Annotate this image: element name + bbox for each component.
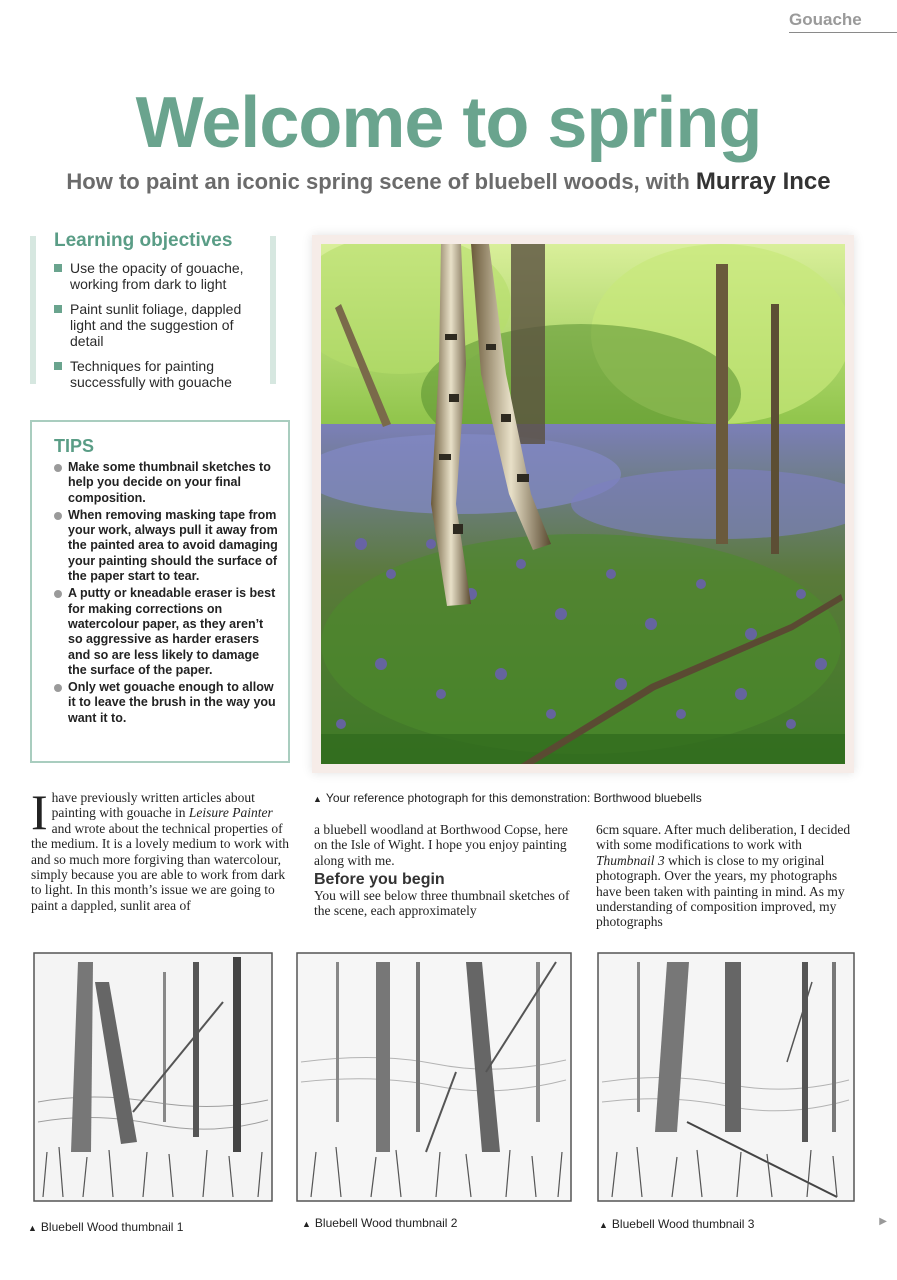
section-label: Gouache xyxy=(789,6,897,33)
square-bullet-icon xyxy=(54,264,62,272)
tip-item xyxy=(54,460,280,506)
thumbnail-sketch-2 xyxy=(296,952,572,1202)
drop-cap: I xyxy=(31,784,48,840)
body-text-2b: You will see below three thumbnail sketches of the scene, each approximately xyxy=(314,887,570,919)
thumbnail-caption-text: Bluebell Wood thumbnail 2 xyxy=(314,1216,458,1230)
dot-bullet-icon xyxy=(54,464,62,472)
body-text-2a: a bluebell woodland at Borthwood Copse, here on the Isle of Wight. I hope you enjoy painting along with me. xyxy=(314,822,568,868)
tip-item xyxy=(54,586,280,678)
body-column-2 xyxy=(314,822,576,918)
square-bullet-icon xyxy=(54,305,62,313)
thumbnail-caption-text: Bluebell Wood thumbnail 1 xyxy=(40,1220,184,1234)
dot-bullet-icon xyxy=(54,512,62,520)
tips-box xyxy=(30,420,290,763)
objectives-heading: Learning objectives xyxy=(54,230,233,251)
tip-text: Make some thumbnail sketches to help you decide on your final composition. xyxy=(68,460,271,505)
square-bullet-icon xyxy=(54,362,62,370)
objective-item xyxy=(54,358,254,390)
page-title: Welcome to spring xyxy=(135,83,762,163)
thumbnail-caption-text: Bluebell Wood thumbnail 3 xyxy=(611,1217,755,1231)
magazine-name: Leisure Painter xyxy=(188,805,273,821)
tips-list xyxy=(54,460,280,728)
objective-item xyxy=(54,301,254,349)
tip-item xyxy=(54,680,280,726)
objectives-right-bar xyxy=(270,236,276,384)
dot-bullet-icon xyxy=(54,684,62,692)
tip-text: When removing masking tape from your work, always pull it away from the painted area to avoid damaging your painting should the surface of the paper start to tear. xyxy=(68,507,278,584)
objective-item xyxy=(54,260,254,292)
thumbnail-sketch-3 xyxy=(597,952,855,1202)
tip-text: A putty or kneadable eraser is best for making corrections on watercolour paper, as they aren’t so aggressive as harder erasers and so are less likely to damage the surface of the paper. xyxy=(68,586,276,677)
objective-text: Use the opacity of gouache, working from dark to light xyxy=(70,260,244,292)
body-column-1 xyxy=(31,784,289,913)
reference-photo xyxy=(321,244,845,764)
triangle-up-icon: ▲ xyxy=(599,1220,608,1230)
tip-item xyxy=(54,508,280,584)
learning-objectives-box xyxy=(30,230,276,390)
triangle-up-icon: ▲ xyxy=(28,1223,37,1233)
page-subtitle xyxy=(0,168,897,196)
objective-text: Techniques for painting successfully with gouache xyxy=(70,358,232,390)
next-page-icon[interactable]: ▶ xyxy=(879,1216,887,1227)
thumbnail-caption-1 xyxy=(28,1220,183,1234)
tip-text: Only wet gouache enough to allow it to leave the brush in the way you want it to. xyxy=(68,680,276,725)
photo-caption-text: Your reference photograph for this demonstration: Borthwood bluebells xyxy=(325,791,702,805)
before-you-begin-heading: Before you begin xyxy=(314,871,445,889)
thumbnail-sketch-1 xyxy=(33,952,273,1202)
objectives-left-bar xyxy=(30,236,36,384)
body-column-3 xyxy=(596,822,860,930)
tips-heading: TIPS xyxy=(54,436,95,456)
objective-text: Paint sunlit foliage, dappled light and the suggestion of detail xyxy=(70,301,242,349)
author-name: Murray Ince xyxy=(695,168,831,195)
body-text-3a: 6cm square. After much deliberation, I decided with some modifications to work with xyxy=(596,822,851,853)
body-text-1b: and wrote about the technical properties of the medium. It is a lovely medium to work with and so much more forgiving than watercolour, simply because you are able to work from dark to light. In this month’s issue we are going to paint a dappled, sunlit area of xyxy=(31,820,289,913)
triangle-up-icon: ▲ xyxy=(313,794,322,804)
dot-bullet-icon xyxy=(54,590,62,598)
triangle-up-icon: ▲ xyxy=(302,1219,311,1229)
thumbnail-caption-3 xyxy=(599,1217,754,1231)
body-text-1a: have previously written articles about painting with gouache in xyxy=(51,790,255,821)
thumbnail-reference: Thumbnail 3 xyxy=(596,852,665,868)
thumbnail-caption-2 xyxy=(302,1216,457,1230)
reference-photo-frame xyxy=(312,235,854,773)
photo-caption xyxy=(313,791,702,805)
subtitle-text: How to paint an iconic spring scene of bluebell woods, with xyxy=(66,169,696,194)
objectives-list xyxy=(54,260,254,399)
body-text-3b: which is close to my original photograph. Over the years, my photographs have been taken with painting in mind. As my understanding of composition improved, my photographs xyxy=(596,852,845,930)
